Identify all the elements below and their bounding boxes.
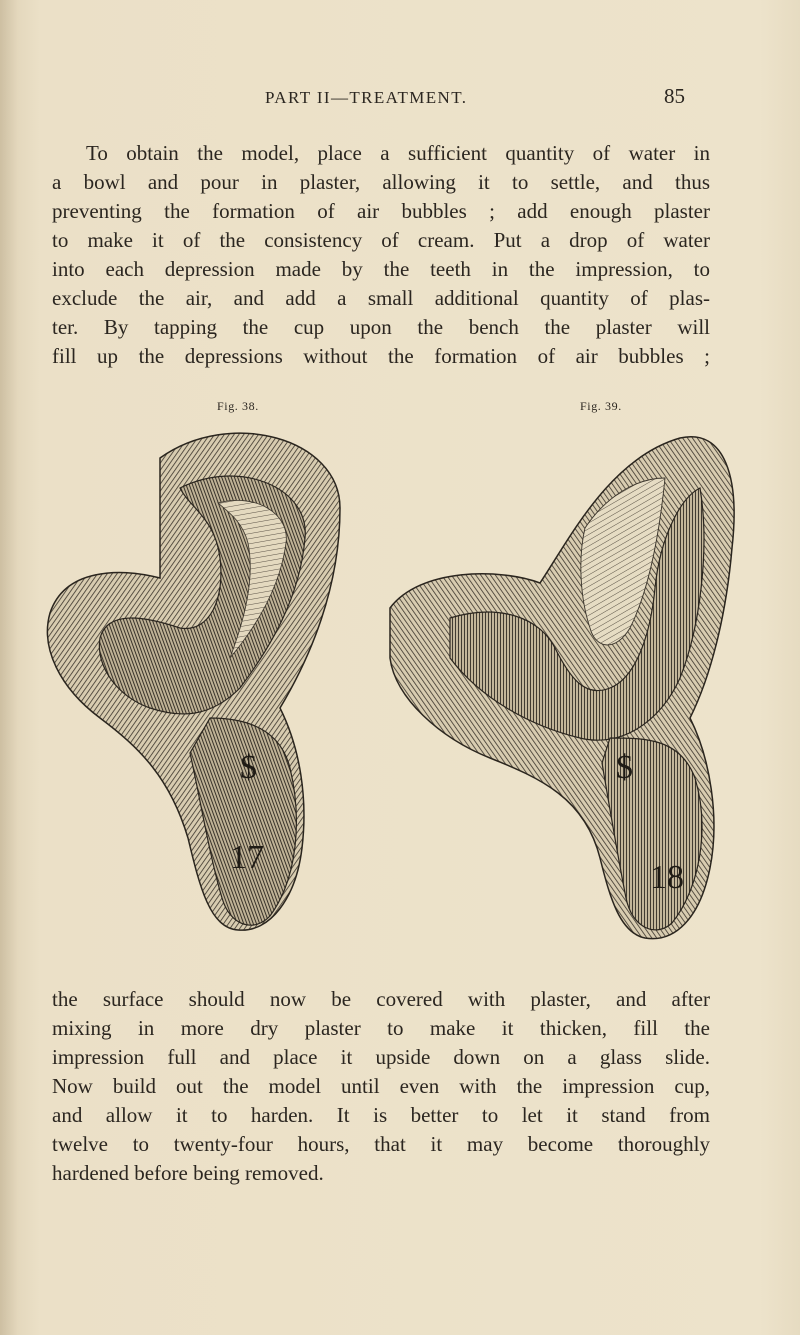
text-line: impression full and place it upside down on a glass slide. bbox=[52, 1045, 710, 1069]
page-number: 85 bbox=[664, 84, 685, 108]
text-line: Now build out the model until even with the impression cup, bbox=[52, 1074, 710, 1098]
text-line: To obtain the model, place a sufficient quantity of water in bbox=[86, 141, 710, 165]
text-line: the surface should now be covered with plaster, and after bbox=[52, 987, 710, 1011]
tray-number: 17 bbox=[230, 839, 264, 876]
paragraph-bottom bbox=[52, 985, 710, 1188]
paragraph-top bbox=[52, 139, 710, 371]
text-line: to make it of the consistency of cream. Put a drop of water bbox=[52, 228, 710, 252]
tray-mark: $ bbox=[240, 749, 257, 786]
text-line: mixing in more dry plaster to make it thicken, fill the bbox=[52, 1016, 710, 1040]
figure-38-caption: Fig. 38. bbox=[217, 399, 259, 413]
tray-mark: $ bbox=[616, 749, 633, 786]
text-line: into each depression made by the teeth in the impression, to bbox=[52, 257, 710, 281]
text-line: hardened before being removed. bbox=[52, 1161, 324, 1185]
text-line: a bowl and pour in plaster, allowing it to settle, and thus bbox=[52, 170, 710, 194]
figure-39 bbox=[380, 418, 750, 948]
page-header bbox=[0, 84, 800, 114]
text-line: preventing the formation of air bubbles ; add enough plaster bbox=[52, 199, 710, 223]
text-line: exclude the air, and add a small additional quantity of plas- bbox=[52, 286, 710, 310]
figure-38 bbox=[40, 418, 380, 948]
text-line: twelve to twenty-four hours, that it may become thoroughly bbox=[52, 1132, 710, 1156]
text-line: fill up the depressions without the formation of air bubbles ; bbox=[52, 344, 710, 368]
lower-impression-tray-illustration bbox=[380, 418, 750, 948]
tray-number: 18 bbox=[650, 859, 684, 896]
running-head: PART II—TREATMENT. bbox=[265, 88, 468, 107]
text-line: ter. By tapping the cup upon the bench the plaster will bbox=[52, 315, 710, 339]
figure-39-caption: Fig. 39. bbox=[580, 399, 622, 413]
upper-impression-tray-illustration bbox=[40, 418, 380, 948]
text-line: and allow it to harden. It is better to let it stand from bbox=[52, 1103, 710, 1127]
